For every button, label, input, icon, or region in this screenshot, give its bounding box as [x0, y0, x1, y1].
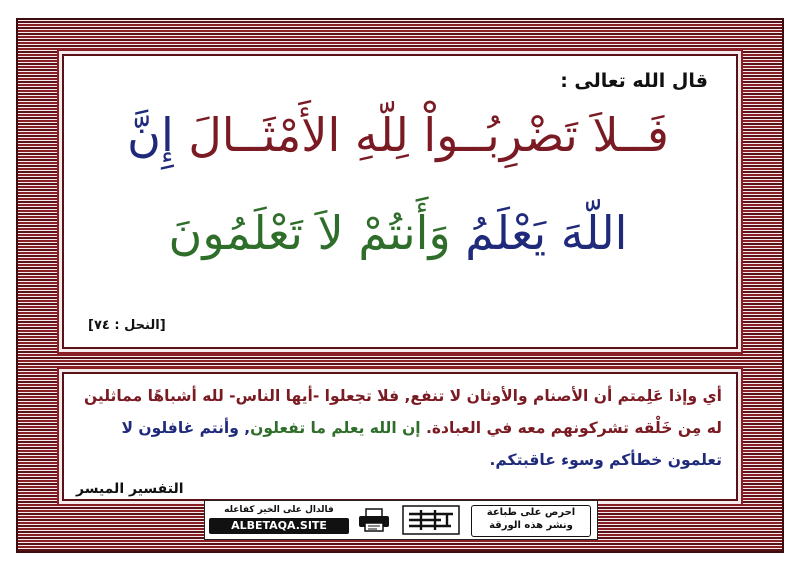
verse-line-2-part-1: اللّهَ يَعْلَمُ	[450, 206, 628, 260]
tafsir-segment-3: , وأنتم غافلون لا تعلمون خطأكم وسوء عاقبتكم.	[121, 419, 722, 469]
verse-line-2	[70, 206, 726, 260]
verse-line-1-part-2: إِنَّ	[127, 108, 174, 162]
share-notice-line-1: احرص على طباعة	[486, 507, 576, 518]
verse-line-1	[70, 108, 726, 162]
verse-reference: [النحل : ٧٤]	[88, 318, 166, 333]
printer-icon	[357, 507, 391, 533]
footer-banner	[204, 500, 598, 540]
tafsir-segment-2: إن الله يعلم ما تفعلون	[250, 419, 421, 437]
site-tagline: فالدال على الخير كفاعله	[224, 505, 334, 515]
tafsir-segment-1: أي وإذا عَلِمتم أن الأصنام والأوثان لا تنفع, فلا تجعلوا -أيها الناس- لله أشباهًا مماثلين له مِن خَلْقه تشركونهم معه في العبادة.	[83, 387, 722, 437]
tafsir-text	[78, 380, 722, 476]
tafsir-source: التفسير الميسر	[76, 481, 184, 497]
share-notice-line-2: ونشر هذه الورقة	[489, 520, 573, 531]
logo-icon	[401, 504, 461, 536]
verse-line-1-part-1: فَــلاَ تَضْرِبُــواْ لِلّهِ الأَمْثَــالَ	[173, 108, 669, 162]
intro-text: قال الله تعالى :	[560, 70, 708, 92]
site-block	[209, 505, 349, 535]
verse-panel	[62, 54, 738, 349]
share-notice	[471, 505, 591, 537]
site-url[interactable]: ALBETAQA.SITE	[209, 518, 349, 534]
verse-line-2-part-2: وَأَنتُمْ لاَ تَعْلَمُونَ	[168, 206, 451, 260]
